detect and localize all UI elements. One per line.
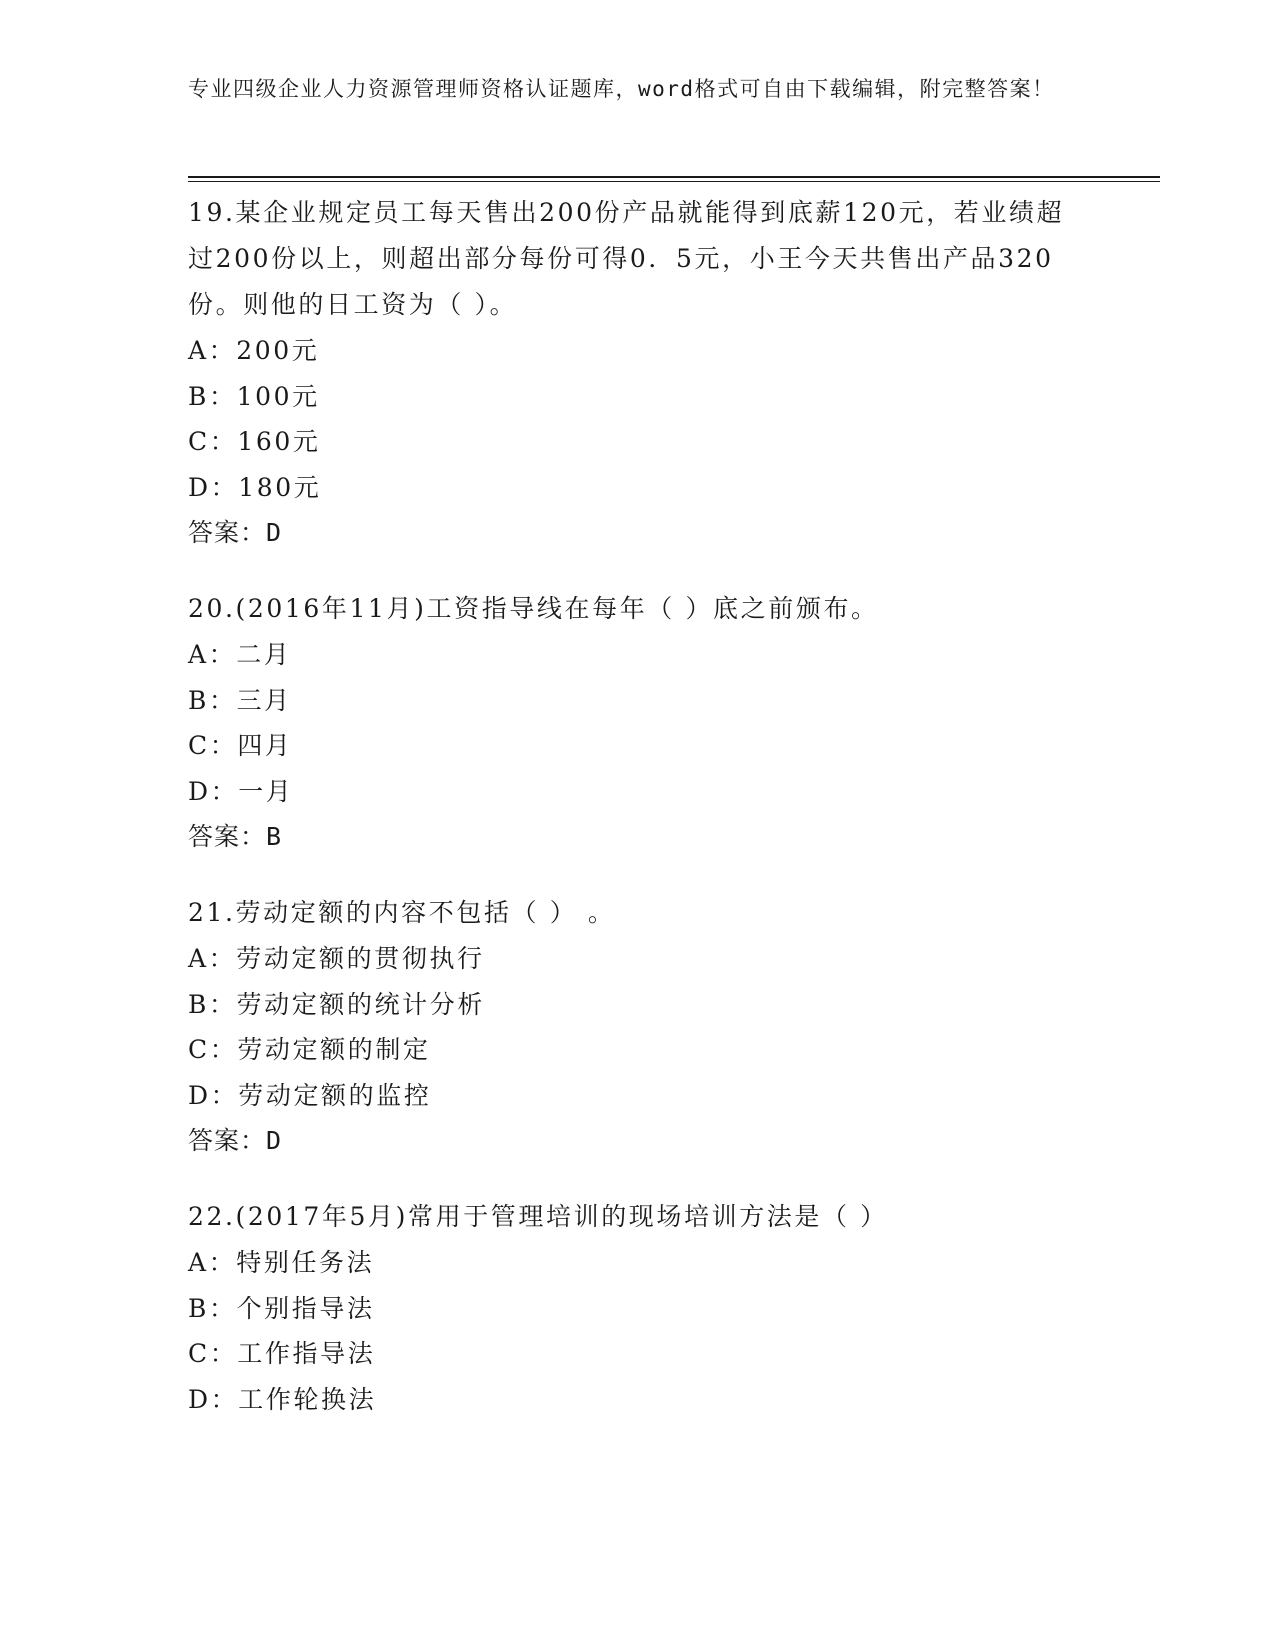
answer-line: 答案：D: [188, 518, 283, 547]
option-a: A：特别任务法: [188, 1248, 375, 1277]
option-b: B：个别指导法: [188, 1293, 375, 1323]
question-stem: 22.(2017年5月)常用于管理培训的现场培训方法是（ ）: [188, 1202, 888, 1231]
document-header: 专业四级企业人力资源管理师资格认证题库，word格式可自由下载编辑，附完整答案！: [188, 77, 1055, 101]
question-19: [188, 190, 1088, 556]
question-stem: 19.某企业规定员工每天售出200份产品就能得到底薪120元，若业绩超过200份以上，则超出部分每份可得0．5元，小王今天共售出产品320份。则他的日工资为（ ）。: [188, 198, 1065, 319]
question-stem: 20.(2016年11月)工资指导线在每年（ ）底之前颁布。: [188, 594, 879, 623]
question-stem: 21.劳动定额的内容不包括（ ） 。: [188, 898, 616, 927]
option-a: A：200元: [188, 336, 320, 365]
option-a: A：劳动定额的贯彻执行: [188, 944, 485, 973]
option-b: B：三月: [188, 685, 292, 715]
option-d: D：一月: [188, 776, 294, 806]
option-d: D：工作轮换法: [188, 1384, 377, 1414]
option-c: C：160元: [188, 427, 321, 456]
option-b: B：100元: [188, 381, 320, 411]
option-c: C：劳动定额的制定: [188, 1035, 431, 1064]
option-d: D：180元: [188, 472, 322, 502]
question-20: [188, 586, 1088, 860]
option-c: C：四月: [188, 731, 293, 760]
option-b: B：劳动定额的统计分析: [188, 989, 485, 1019]
question-list: [188, 190, 1088, 1452]
option-a: A：二月: [188, 640, 292, 669]
header-divider-thin: [188, 181, 1160, 182]
option-c: C：工作指导法: [188, 1339, 376, 1368]
answer-line: 答案：B: [188, 822, 283, 851]
question-22: [188, 1194, 1088, 1422]
answer-line: 答案：D: [188, 1126, 283, 1155]
header-divider-thick: [188, 176, 1160, 178]
option-d: D：劳动定额的监控: [188, 1080, 432, 1110]
question-21: [188, 890, 1088, 1164]
